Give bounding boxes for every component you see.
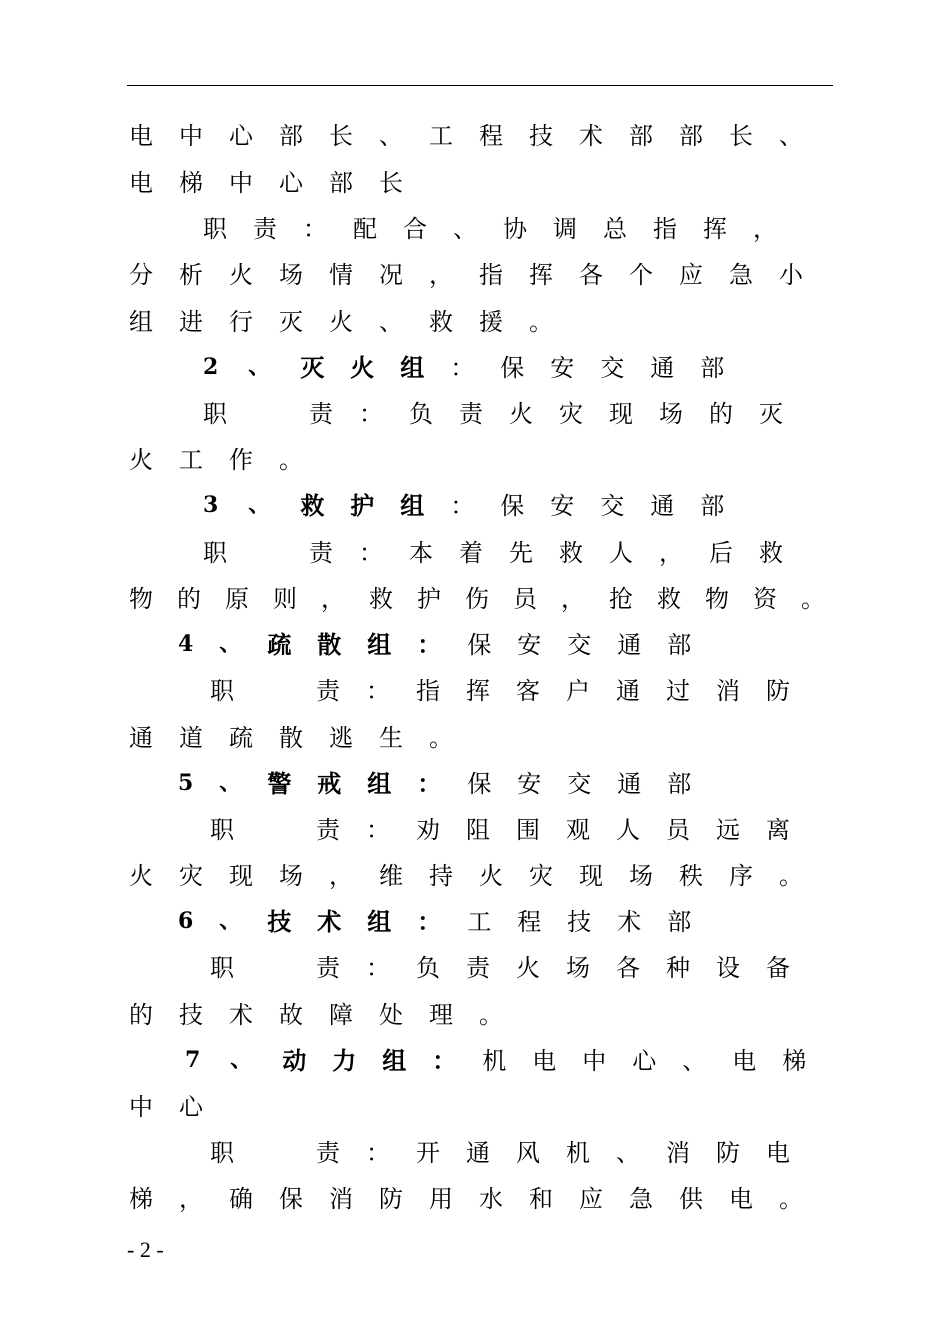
heading-line <box>203 486 750 520</box>
text-segment: 责：开通风机、消防电 <box>316 1138 816 1167</box>
text-segment: 责：本着先救人，后救 <box>309 538 809 567</box>
text-segment: 责：指挥客户通过消防 <box>316 676 816 705</box>
text-line <box>129 1087 229 1121</box>
label-zhi: 职 <box>203 538 253 567</box>
group-name: 技术组： <box>267 906 468 936</box>
text-segment: 组进行灭火、救援。 <box>129 307 579 336</box>
label-zhi: 职 <box>210 676 260 705</box>
item-number: 6、 <box>178 907 268 934</box>
group-name: 救护组 <box>300 490 451 520</box>
text-line <box>203 394 809 428</box>
heading-line <box>178 764 717 798</box>
heading-line <box>185 1041 832 1075</box>
item-number: 2、 <box>203 353 301 380</box>
item-number: 3、 <box>203 491 301 518</box>
text-segment: 分析火场情况，指挥各个应急小 <box>129 260 829 289</box>
text-line <box>129 440 329 474</box>
text-line <box>129 856 829 890</box>
item-number: 4、 <box>178 630 268 657</box>
text-line <box>210 948 816 982</box>
text-line <box>203 533 809 567</box>
department: 工程技术部 <box>467 907 718 936</box>
department: ：保安交通部 <box>450 491 751 520</box>
text-line <box>129 1179 829 1213</box>
text-line <box>210 1133 816 1167</box>
department: 机电中心、电梯 <box>482 1046 833 1075</box>
department: 保安交通部 <box>467 769 718 798</box>
heading-line <box>178 625 717 659</box>
label-zhi: 职 <box>210 815 260 844</box>
header-rule <box>127 85 833 86</box>
group-name: 疏散组： <box>267 629 468 659</box>
heading-line <box>203 348 750 382</box>
group-name: 灭火组 <box>300 352 451 382</box>
page-number: - 2 - <box>127 1237 164 1262</box>
text-segment: 梯，确保消防用水和应急供电。 <box>129 1184 829 1213</box>
department: 保安交通部 <box>467 630 718 659</box>
text-segment: 电梯中心部长 <box>129 168 429 197</box>
text-line <box>210 810 816 844</box>
text-line <box>129 302 579 336</box>
group-name: 警戒组： <box>267 768 468 798</box>
text-line <box>129 718 479 752</box>
text-line <box>203 209 803 243</box>
text-segment: 电中心部长、工程技术部部长、 <box>129 121 829 150</box>
text-segment: 中心 <box>129 1092 229 1121</box>
text-line <box>129 579 849 613</box>
label-zhi: 职 <box>210 1138 260 1167</box>
heading-line <box>178 902 717 936</box>
text-segment: 的技术故障处理。 <box>129 1000 529 1029</box>
item-number: 7、 <box>185 1046 283 1073</box>
text-segment: 职责：配合、协调总指挥， <box>203 214 803 243</box>
item-number: 5、 <box>178 769 268 796</box>
group-name: 动力组： <box>282 1045 483 1075</box>
text-line <box>129 163 429 197</box>
text-segment: 责：负责火灾现场的灭 <box>309 399 809 428</box>
label-zhi: 职 <box>210 953 260 982</box>
text-line <box>129 995 529 1029</box>
text-line <box>210 671 816 705</box>
text-segment: 责：负责火场各种设备 <box>316 953 816 982</box>
text-line <box>129 116 829 150</box>
text-segment: 责：劝阻围观人员远离 <box>316 815 816 844</box>
text-segment: 通道疏散逃生。 <box>129 723 479 752</box>
text-segment: 火工作。 <box>129 445 329 474</box>
label-zhi: 职 <box>203 399 253 428</box>
department: ：保安交通部 <box>450 353 751 382</box>
text-segment: 物的原则，救护伤员，抢救物资。 <box>129 584 849 613</box>
text-segment: 火灾现场，维持火灾现场秩序。 <box>129 861 829 890</box>
text-line <box>129 255 829 289</box>
